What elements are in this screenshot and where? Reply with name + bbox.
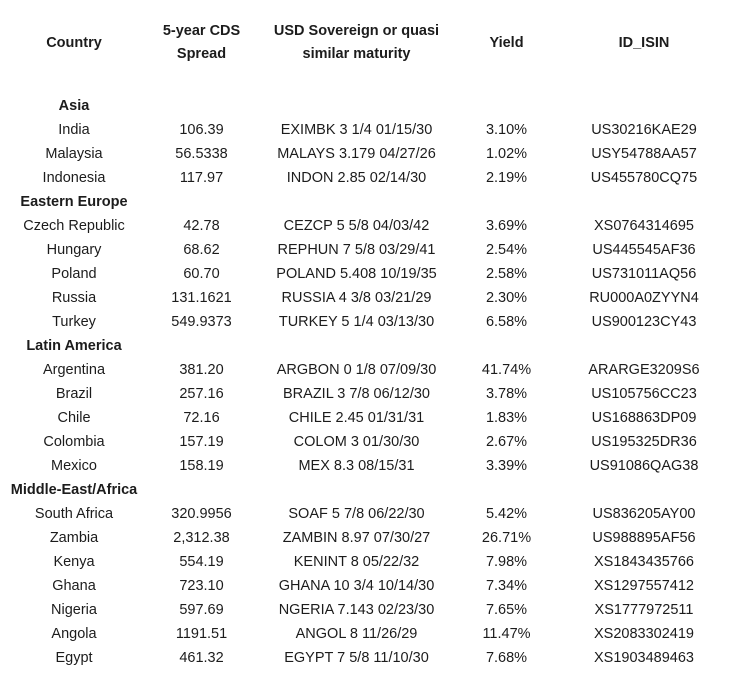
country-cell: South Africa — [34, 506, 114, 522]
empty-cell — [458, 334, 555, 358]
isin-cell: US30216KAE29 — [591, 122, 697, 138]
bond-cell: ZAMBIN 8.97 07/30/27 — [282, 530, 431, 546]
table-row — [0, 310, 733, 334]
isin-cell: ARARGE3209S6 — [588, 362, 700, 378]
cds-spread-cell: 2,312.38 — [173, 530, 230, 546]
table-row — [0, 574, 733, 598]
table-row — [0, 382, 733, 406]
yield-cell: 7.68% — [485, 650, 528, 666]
cds-spread-cell: 381.20 — [179, 362, 224, 378]
isin-cell: XS1843435766 — [594, 554, 694, 570]
bond-cell: BRAZIL 3 7/8 06/12/30 — [283, 386, 430, 402]
region-label: Latin America — [26, 338, 122, 354]
empty-cell — [148, 334, 255, 358]
region-label: Eastern Europe — [20, 194, 128, 210]
isin-cell: US195325DR36 — [591, 434, 697, 450]
region-label: Asia — [58, 98, 90, 114]
empty-cell — [255, 478, 458, 502]
yield-cell: 3.69% — [485, 218, 528, 234]
empty-cell — [555, 190, 733, 214]
bond-cell: EXIMBK 3 1/4 01/15/30 — [280, 122, 433, 138]
bond-cell: MALAYS 3.179 04/27/26 — [277, 146, 436, 162]
table-row — [0, 262, 733, 286]
region-group-row — [0, 478, 733, 502]
region-group-row — [0, 94, 733, 118]
region-group-row — [0, 190, 733, 214]
country-cell: Indonesia — [42, 170, 106, 186]
table-row — [0, 502, 733, 526]
country-cell: India — [58, 122, 90, 138]
yield-cell: 2.30% — [485, 290, 528, 306]
header-usd-sovereign: USD Sovereign or quasi similar maturity — [273, 23, 440, 62]
table-row — [0, 550, 733, 574]
isin-cell: XS2083302419 — [594, 626, 694, 642]
cds-spread-cell: 106.39 — [179, 122, 224, 138]
empty-cell — [255, 94, 458, 118]
table-row — [0, 526, 733, 550]
yield-cell: 2.67% — [485, 434, 528, 450]
table-row — [0, 622, 733, 646]
table-header — [0, 0, 733, 88]
cds-spread-cell: 131.1621 — [171, 290, 232, 306]
table-row — [0, 358, 733, 382]
table-row — [0, 286, 733, 310]
empty-cell — [458, 478, 555, 502]
empty-cell — [555, 478, 733, 502]
bond-cell: TURKEY 5 1/4 03/13/30 — [278, 314, 435, 330]
table-row — [0, 430, 733, 454]
yield-cell: 6.58% — [485, 314, 528, 330]
table-row — [0, 166, 733, 190]
bond-cell: INDON 2.85 02/14/30 — [286, 170, 427, 186]
bond-cell: GHANA 10 3/4 10/14/30 — [278, 578, 435, 594]
cds-spread-cell: 158.19 — [179, 458, 224, 474]
cds-spread-cell: 320.9956 — [171, 506, 232, 522]
country-cell: Russia — [51, 290, 97, 306]
cds-spread-cell: 597.69 — [179, 602, 224, 618]
region-group-row — [0, 334, 733, 358]
country-cell: Colombia — [43, 434, 105, 450]
empty-cell — [458, 94, 555, 118]
country-cell: Nigeria — [51, 602, 97, 618]
bond-cell: CEZCP 5 5/8 04/03/42 — [283, 218, 430, 234]
empty-cell — [255, 334, 458, 358]
table-body — [0, 88, 733, 670]
yield-cell: 3.39% — [485, 458, 528, 474]
yield-cell: 2.19% — [485, 170, 528, 186]
yield-cell: 7.34% — [485, 578, 528, 594]
bond-cell: CHILE 2.45 01/31/31 — [288, 410, 425, 426]
country-cell: Brazil — [55, 386, 93, 402]
bond-cell: ANGOL 8 11/26/29 — [295, 626, 418, 642]
isin-cell: US168863DP09 — [591, 410, 697, 426]
table-row — [0, 142, 733, 166]
country-cell: Mexico — [51, 458, 97, 474]
isin-cell: US445545AF36 — [592, 242, 696, 258]
isin-cell: US988895AF56 — [592, 530, 696, 546]
cds-spread-cell: 554.19 — [179, 554, 224, 570]
isin-cell: US455780CQ75 — [590, 170, 698, 186]
cds-spread-cell: 723.10 — [179, 578, 224, 594]
isin-cell: XS1903489463 — [594, 650, 694, 666]
cds-spread-cell: 56.5338 — [175, 146, 228, 162]
cds-spread-cell: 68.62 — [183, 242, 220, 258]
yield-cell: 11.47% — [482, 626, 531, 642]
header-yield: Yield — [489, 34, 524, 51]
table-row — [0, 406, 733, 430]
empty-cell — [148, 190, 255, 214]
isin-cell: XS1297557412 — [594, 578, 694, 594]
isin-cell: XS1777972511 — [594, 602, 694, 618]
isin-cell: US900123CY43 — [591, 314, 697, 330]
country-cell: Czech Republic — [23, 218, 125, 234]
yield-cell: 7.65% — [485, 602, 528, 618]
bond-cell: NGERIA 7.143 02/23/30 — [278, 602, 435, 618]
cds-spread-cell: 72.16 — [183, 410, 220, 426]
table-row — [0, 118, 733, 142]
bond-cell: RUSSIA 4 3/8 03/21/29 — [281, 290, 432, 306]
country-cell: Zambia — [49, 530, 99, 546]
bond-cell: COLOM 3 01/30/30 — [293, 434, 420, 450]
yield-cell: 26.71% — [481, 530, 532, 546]
cds-spread-cell: 157.19 — [179, 434, 224, 450]
yield-cell: 2.58% — [485, 266, 528, 282]
isin-cell: USY54788AA57 — [591, 146, 697, 162]
country-cell: Ghana — [52, 578, 96, 594]
bond-cell: ARGBON 0 1/8 07/09/30 — [276, 362, 437, 378]
bond-cell: REPHUN 7 5/8 03/29/41 — [277, 242, 436, 258]
header-id-isin: ID_ISIN — [618, 34, 670, 51]
yield-cell: 1.83% — [485, 410, 528, 426]
isin-cell: US836205AY00 — [592, 506, 696, 522]
country-cell: Egypt — [55, 650, 93, 666]
bond-cell: POLAND 5.408 10/19/35 — [276, 266, 437, 282]
isin-cell: US91086QAG38 — [589, 458, 699, 474]
country-cell: Argentina — [42, 362, 106, 378]
table-row — [0, 238, 733, 262]
yield-cell: 7.98% — [485, 554, 528, 570]
yield-cell: 3.10% — [485, 122, 528, 138]
table-row — [0, 454, 733, 478]
isin-cell: US105756CC23 — [591, 386, 697, 402]
cds-spread-cell: 117.97 — [179, 170, 224, 186]
isin-cell: US731011AQ56 — [591, 266, 697, 282]
country-cell: Kenya — [53, 554, 95, 570]
empty-cell — [148, 478, 255, 502]
bond-cell: SOAF 5 7/8 06/22/30 — [288, 506, 425, 522]
empty-cell — [255, 190, 458, 214]
table-row — [0, 646, 733, 670]
cds-spread-cell: 42.78 — [183, 218, 220, 234]
header-country: Country — [46, 34, 102, 51]
cds-spread-cell: 60.70 — [183, 266, 220, 282]
yield-cell: 5.42% — [485, 506, 528, 522]
bond-cell: KENINT 8 05/22/32 — [293, 554, 420, 570]
yield-cell: 41.74% — [481, 362, 532, 378]
empty-cell — [148, 94, 255, 118]
table-row — [0, 214, 733, 238]
empty-cell — [458, 190, 555, 214]
table-row — [0, 598, 733, 622]
country-cell: Turkey — [52, 314, 96, 330]
country-cell: Angola — [51, 626, 97, 642]
cds-spread-cell: 257.16 — [179, 386, 224, 402]
empty-cell — [555, 94, 733, 118]
empty-cell — [555, 334, 733, 358]
bond-cell: EGYPT 7 5/8 11/10/30 — [284, 650, 429, 666]
country-cell: Hungary — [46, 242, 102, 258]
country-cell: Malaysia — [45, 146, 103, 162]
header-cds-spread: 5-year CDS Spread — [162, 23, 241, 62]
cds-spread-cell: 549.9373 — [171, 314, 232, 330]
isin-cell: RU000A0ZYYN4 — [589, 290, 699, 306]
region-label: Middle-East/Africa — [10, 482, 138, 498]
header-row — [0, 0, 733, 88]
cds-spread-cell: 461.32 — [179, 650, 224, 666]
country-cell: Chile — [57, 410, 91, 426]
yield-cell: 2.54% — [485, 242, 528, 258]
isin-cell: XS0764314695 — [594, 218, 694, 234]
cds-spread-cell: 1191.51 — [175, 626, 228, 642]
yield-cell: 1.02% — [485, 146, 528, 162]
bond-cell: MEX 8.3 08/15/31 — [298, 458, 415, 474]
country-cell: Poland — [51, 266, 97, 282]
yield-cell: 3.78% — [485, 386, 528, 402]
